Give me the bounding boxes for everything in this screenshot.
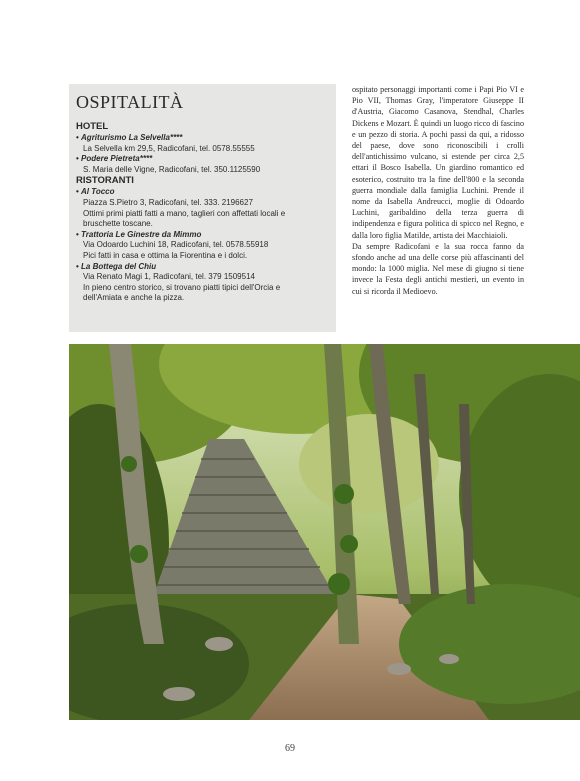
hotel-item (76, 154, 329, 175)
restaurant-name: • Al Tocco (76, 187, 329, 198)
article-paragraph-1: ospitato personaggi importanti come i Papi Pio VI e Pio VII, Thomas Gray, l'imperatore Giuseppe II d'Austria, Giacomo Casanova, Stendhal, Charles Dickens e Mozart. È quindi un luogo ricco di fascino e un pezzo di storia. A pochi passi da qui, a ridosso del paese, dove sono riconoscibili i crolli dell'antichissimo vulcano, si estende per circa 2,5 ettari il Bosco Isabella. Un giardino romantico ed esoterico, costruito tra la fine dell'800 e la seconda guerra mondiale dalla famiglia Luchini. Prende il nome da Isabella Andreucci, moglie di Odoardo Luchini, garibaldino della terza guerra di indipendenza e figura politica di spicco nel Regno, e dalla loro figlia Matilde, artista dei Macchiaioli. (352, 85, 524, 240)
hotel-list (76, 133, 329, 175)
photo-illustration (69, 344, 580, 720)
restaurant-detail: Ottimi primi piatti fatti a mano, taglieri con affettati locali e (83, 208, 286, 218)
forest-pyramid-photo (69, 344, 580, 720)
hotel-detail: La Selvella km 29,5, Radicofani, tel. 0578.55555 (83, 143, 255, 153)
hotel-name: • Podere Pietreta**** (76, 154, 329, 165)
hospitality-box (69, 84, 336, 332)
hotel-name: • Agriturismo La Selvella**** (76, 133, 329, 144)
restaurant-detail: Piazza S.Pietro 3, Radicofani, tel. 333. 2196627 (83, 197, 253, 207)
page-number: 69 (285, 743, 295, 754)
restaurant-item (76, 230, 329, 262)
restaurant-detail: Via Odoardo Luchini 18, Radicofani, tel. 0578.55918 (83, 240, 269, 250)
ristoranti-heading: RISTORANTI (76, 175, 134, 187)
article-column (352, 84, 524, 297)
restaurant-name: • La Bottega del Chiu (76, 262, 329, 273)
restaurant-name: • Trattoria Le Ginestre da Mimmo (76, 230, 329, 241)
restaurant-list (76, 187, 329, 304)
restaurant-item (76, 262, 329, 304)
hotel-heading: HOTEL (76, 121, 109, 132)
hotel-detail: S. Maria delle Vigne, Radicofani, tel. 350.1125590 (83, 164, 261, 174)
article-paragraph-2: Da sempre Radicofani e la sua rocca fanno da sfondo anche ad una delle corse più affascinanti del mondo: la 1000 miglia. Nel mese di giugno si tiene invece la Festa degli antichi mestieri, un evento in cui si ricorda il Medioevo. (352, 241, 524, 296)
restaurant-detail: dell'Amiata e anche la pizza. (83, 293, 185, 303)
restaurant-detail: Via Renato Magi 1, Radicofani, tel. 379 1509514 (83, 272, 255, 282)
box-title: OSPITALITÀ (76, 92, 184, 112)
restaurant-detail: bruschette toscane. (83, 219, 153, 229)
restaurant-detail: Pici fatti in casa e ottima la Fiorentina e i dolci. (83, 250, 248, 260)
hotel-item (76, 133, 329, 154)
restaurant-detail: In pieno centro storico, si trovano piatti tipici dell'Orcia e (83, 282, 281, 292)
restaurant-item (76, 187, 329, 229)
